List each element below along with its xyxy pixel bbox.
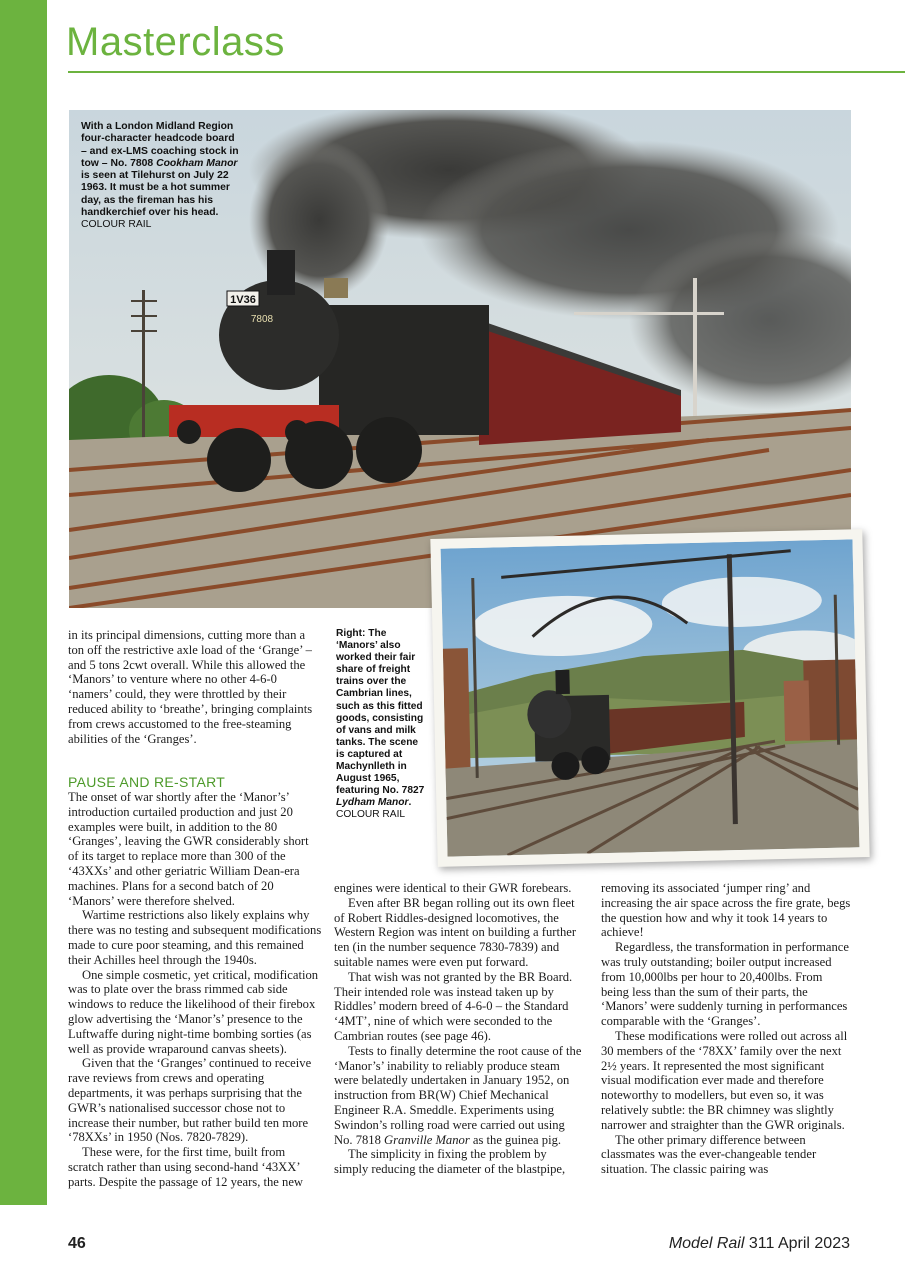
paragraph: Given that the ‘Granges’ continued to receive rave reviews from crews and operating departments, it was perhaps surprising that the GWR’s nationalised successor chose not to increase their number, but rather build ten more ‘78XXs’ in 1950 (Nos. 7820-7829).: [68, 1056, 312, 1145]
subheading: PAUSE AND RE-START: [68, 774, 226, 790]
paragraph: The other primary difference between classmates was the ever-changeable tender situation. The classic pairing was: [601, 1132, 817, 1177]
paragraph: Regardless, the transformation in performance was truly outstanding; boiler output increased from 10,000lbs per hour to 20,400lbs. From being less than the sum of their parts, the ‘Manors’ were suddenly turning in performances comparable with the ‘Granges’.: [601, 940, 849, 1029]
paragraph: Wartime restrictions also likely explains why there was no testing and subsequent modifications made to cure poor steaming, and this remained their Achilles heel through the 1940s.: [68, 908, 322, 967]
paragraph: engines were identical to their GWR forebears.: [334, 881, 572, 895]
green-side-bar: [0, 0, 47, 1205]
inset-photo-caption: Right: The ‘Manors’ also worked their fair share of freight trains over the Cambrian lines, such as this fitted goods, consisting of vans and milk tanks. The scene is captured at Machynlleth in August 1965, featuring No. 7827 Lydham Manor. COLOUR RAIL: [336, 628, 428, 822]
paragraph: These modifications were rolled out across all 30 members of the ‘78XX’ family over the next 2½ years. It represented the most significant visual modification ever made and therefore noteworthy to modellers, but even so, it was relatively subtle: the BR chimney was slightly narrower and straighter than the GWR originals.: [601, 1028, 848, 1132]
paragraph: That wish was not granted by the BR Board. Their intended role was instead taken up by Riddles’ modern breed of 4-6-0 – the Standard ‘4MT’, nine of which were seconded to the Cambrian routes (see page 46).: [334, 969, 573, 1043]
inset-photo-image: [441, 539, 860, 856]
main-photo-credit: COLOUR RAIL: [81, 219, 152, 231]
paragraph: in its principal dimensions, cutting more than a ton off the restrictive axle load of the ‘Grange’ – and 5 tons 2cwt overall. While this allowed the ‘Manors’ to venture where no other 4-6-0 ‘namers’ could, they were throttled by their reduced ability to ‘breathe’, bringing complaints from crews accustomed to the free-steaming abilities of the ‘Granges’.: [68, 628, 313, 746]
title-rule: [68, 71, 905, 73]
magazine-issue: [669, 1235, 850, 1253]
headcode-board: 1V36: [230, 294, 256, 306]
article-column-1-intro: [68, 628, 318, 746]
section-title: Masterclass: [66, 20, 285, 64]
inset-photo: [430, 529, 869, 867]
paragraph: The simplicity in fixing the problem by simply reducing the diameter of the blastpipe,: [334, 1147, 566, 1177]
inset-photo-credit: COLOUR RAIL: [336, 809, 406, 821]
magazine-name: Model Rail: [668, 1235, 745, 1252]
paragraph: One simple cosmetic, yet critical, modification was to plate over the brass rimmed cab side windows to reduce the likelihood of their firebox glow advertising the ‘Manor’s’ presence to the Luftwaffe during night-time bombing sorties (as well as provide wraparound canvas sheets).: [68, 967, 319, 1056]
article-column-1: [68, 774, 322, 1190]
article-column-3: [601, 881, 851, 1177]
loco-number-plate: 7808: [250, 314, 274, 325]
paragraph: Tests to finally determine the root cause of the ‘Manor’s’ inability to reliably produce steam were belatedly undertaken in January 1952, on instruction from BR(W) Chief Mechanical Engineer R.A. Smeddle. Experiments using Swindon’s rolling road were carried out using No. 7818 Granville Manor as the guinea pig.: [334, 1043, 582, 1147]
issue-label: 311 April 2023: [748, 1235, 850, 1252]
paragraph: Even after BR began rolling out its own fleet of Robert Riddles-designed locomotives, the Western Region was intent on building a further ten (in the number sequence 7830-7839) and suitable names were even put forward.: [334, 895, 577, 969]
main-photo-caption: With a London Midland Region four-character headcode board – and ex-LMS coaching stock in tow – No. 7808 Cookham Manor is seen at Tilehurst on July 22 1963. It must be a hot summer day, as the fireman has his handkerchief over his head. COLOUR RAIL: [81, 121, 239, 231]
paragraph: removing its associated ‘jumper ring’ and increasing the air space across the fire grate, begs the question how and why it took 14 years to achieve!: [601, 881, 851, 940]
paragraph: The onset of war shortly after the ‘Manor’s’ introduction curtailed production and just 20 examples were built, in addition to the 80 ‘Granges’, leaving the GWR considerably short of its target to replace more than 300 of the ‘43XXs’ and other geriatric William Dean-era machines. Plans for a second batch of 20 ‘Manors’ were therefore shelved.: [68, 790, 309, 908]
paragraph: These were, for the first time, built from scratch rather than using second-hand ‘43XX’ parts. Despite the passage of 12 years, the new: [68, 1145, 304, 1189]
page-number: 46: [68, 1235, 86, 1252]
article-column-2: [334, 881, 584, 1177]
